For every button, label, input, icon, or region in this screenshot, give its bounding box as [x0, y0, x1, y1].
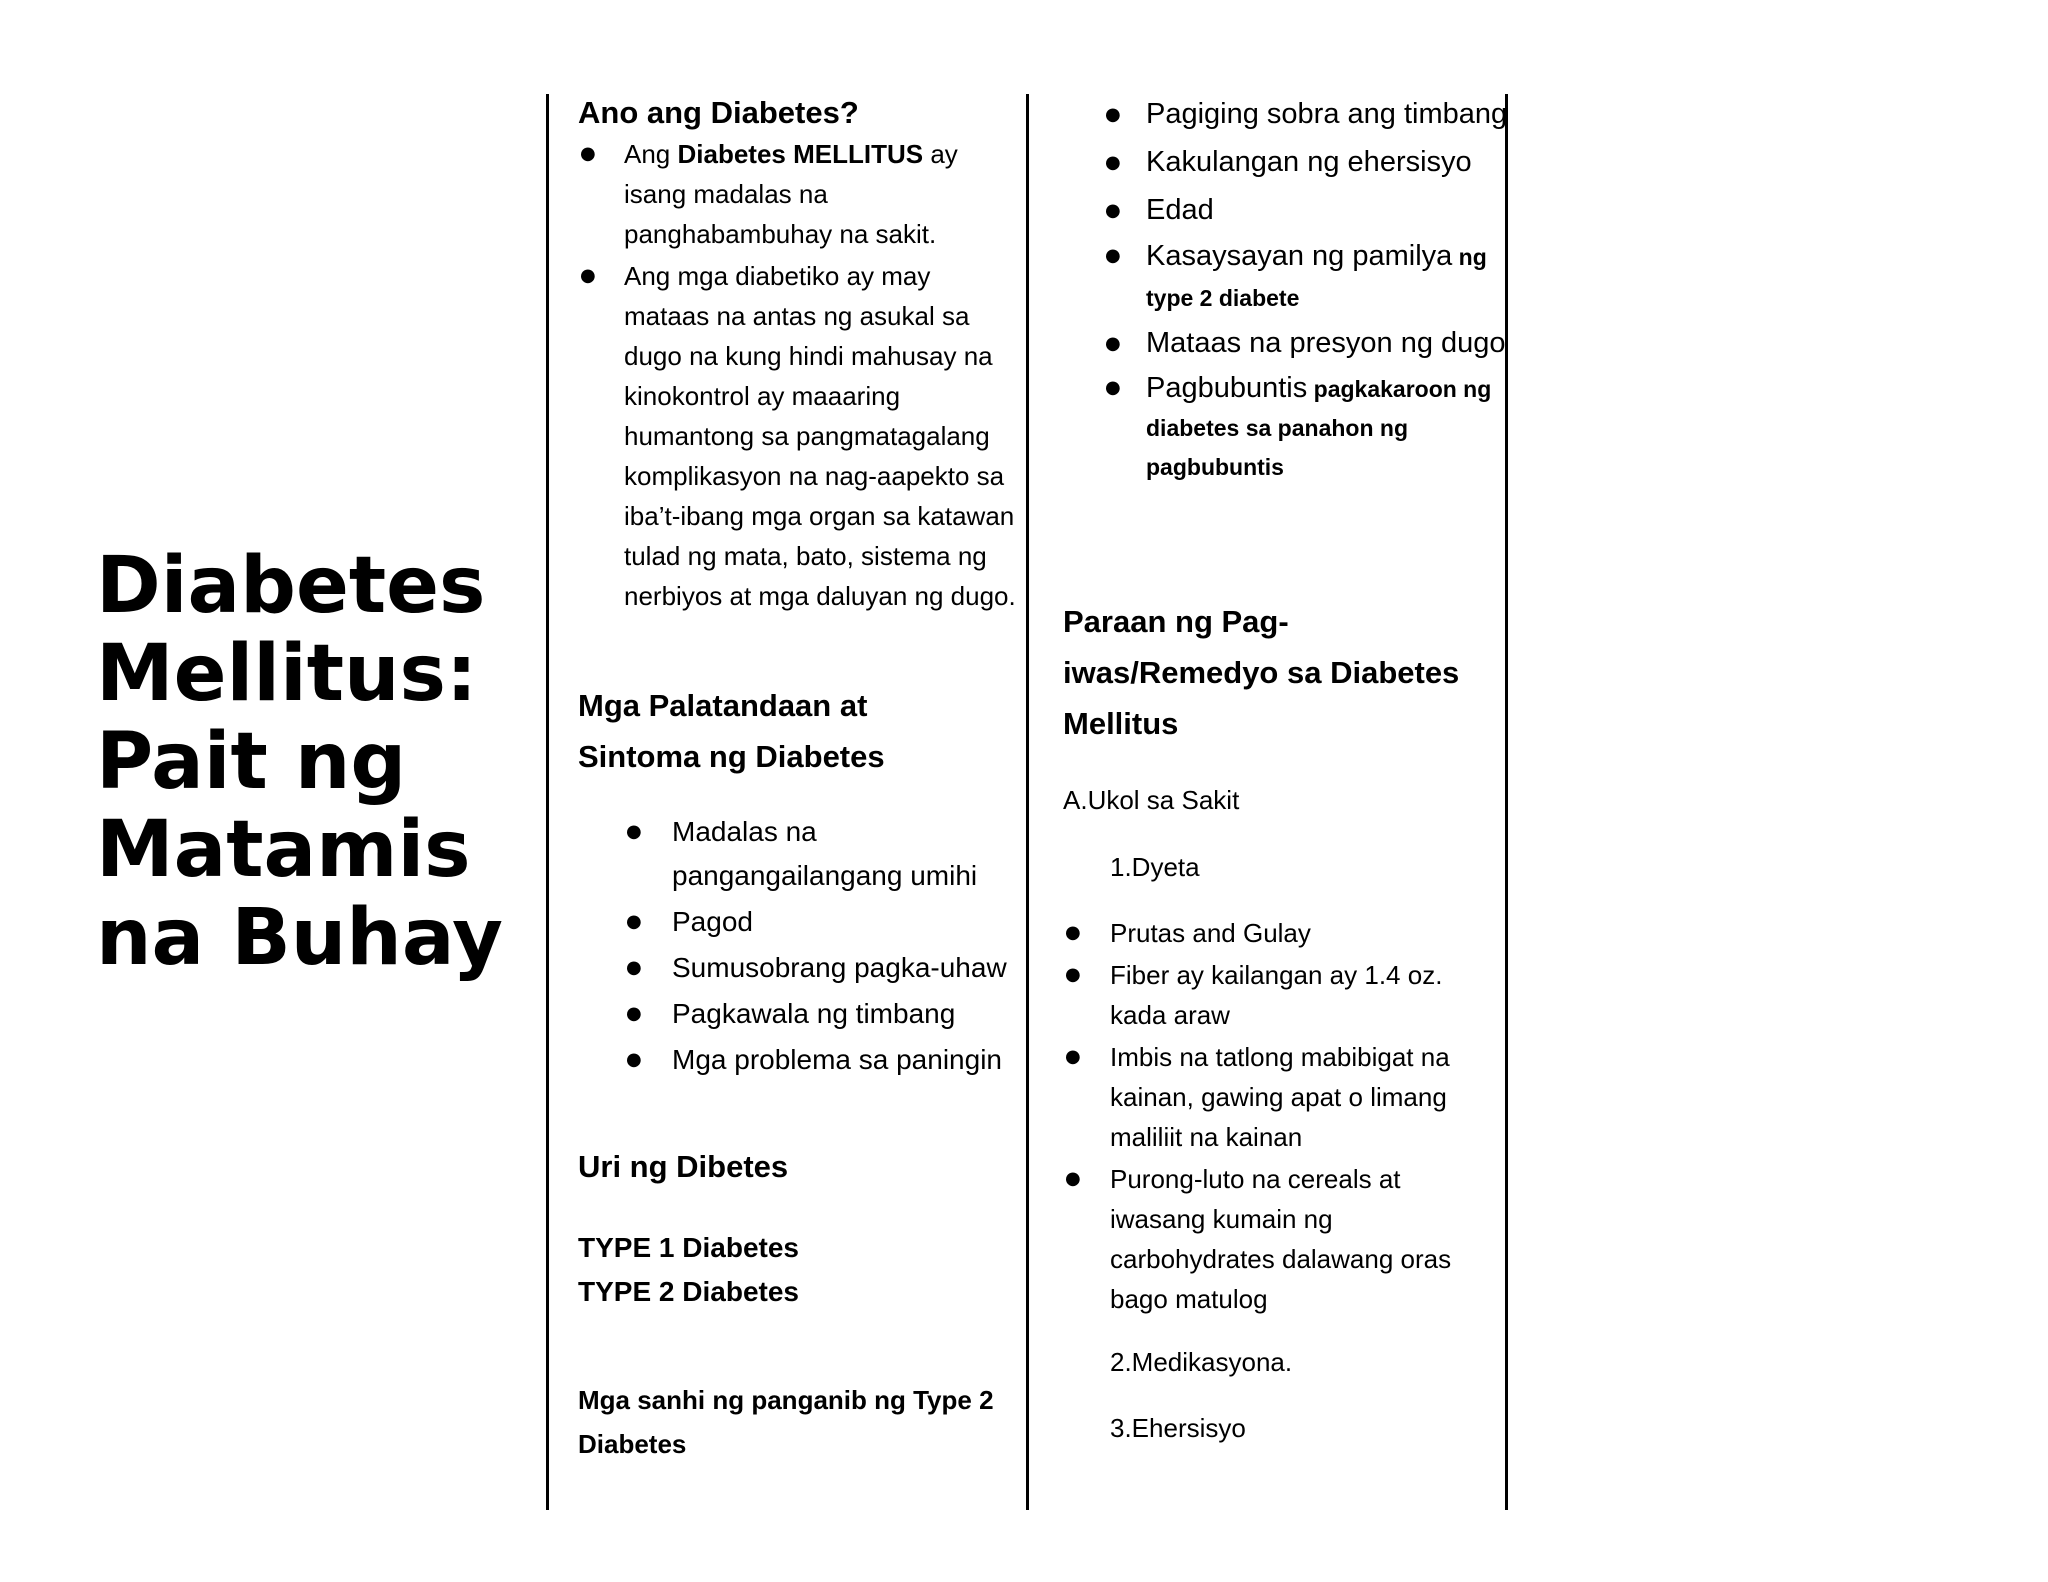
list-item — [1063, 369, 1523, 486]
list-item — [1063, 1159, 1483, 1319]
heading-what-is-diabetes: Ano ang Diabetes? — [578, 95, 859, 130]
item-text: Mga problema sa paningin — [672, 1044, 1002, 1075]
item-bold-text: Diabetes MELLITUS — [677, 139, 924, 169]
what-is-diabetes-list — [578, 134, 1018, 616]
item-text: Sumusobrang pagka-uhaw — [672, 952, 1007, 983]
item-text: Edad — [1146, 194, 1214, 226]
bullet-icon: ● — [1105, 104, 1121, 125]
bullet-icon: ● — [1105, 200, 1121, 221]
item-bold-text: ng type 2 diabete — [1146, 244, 1487, 311]
heading-prevention: Paraan ng Pag-iwas/Remedyo sa Diabetes Mellitus — [1063, 604, 1460, 741]
list-item — [578, 134, 1018, 254]
item-text: Kakulangan ng ehersisyo — [1146, 146, 1472, 178]
item-text: Imbis na tatlong mabibigat na kainan, gawing apat o limang maliliit na kainan — [1110, 1042, 1450, 1152]
column-divider-2 — [1026, 94, 1029, 1510]
item-text: ay isang madalas na panghabambuhay na sakit. — [624, 139, 958, 249]
list-item — [578, 256, 1018, 616]
item-text: Ang — [624, 139, 678, 169]
bullet-icon: ● — [1065, 1046, 1081, 1067]
bullet-icon: ● — [626, 957, 642, 978]
list-item — [1063, 321, 1523, 366]
item-text: Madalas na pangangailangang umihi — [672, 816, 978, 891]
list-item — [1063, 188, 1523, 233]
list-item — [1063, 92, 1523, 137]
item-text: Fiber ay kailangan ay 1.4 oz. kada araw — [1110, 960, 1443, 1030]
type-1-label: TYPE 1 Diabetes — [578, 1232, 799, 1263]
risk-factors-heading: Mga sanhi ng panganib ng Type 2 Diabetes — [578, 1385, 994, 1459]
bullet-icon: ● — [580, 265, 596, 286]
item-text: Pagkawala ng timbang — [672, 998, 956, 1029]
heading-types: Uri ng Dibetes — [578, 1149, 789, 1184]
bullet-icon: ● — [626, 1003, 642, 1024]
column-divider-1 — [546, 94, 549, 1510]
list-item — [1063, 913, 1483, 953]
medication-label: 2.Medikasyona. — [1110, 1347, 1293, 1377]
bullet-icon: ● — [1105, 245, 1121, 266]
item-text: Prutas and Gulay — [1110, 918, 1311, 948]
item-text: Ang mga diabetiko ay may mataas na antas ng asukal sa dugo na kung hindi mahusay na kinokontrol ay maaaring humantong sa pangmatagalang komplikasyon na nag-aapekto sa iba’t-ibang mga organ sa katawan tulad ng mata, bato, sistema ng nerbiyos at mga daluyan ng dugo. — [624, 261, 1016, 611]
list-item — [578, 900, 1018, 944]
list-item — [1063, 1037, 1483, 1157]
list-item — [578, 810, 1018, 898]
title-line: Pait ng — [96, 717, 407, 807]
list-item — [1063, 140, 1523, 185]
bullet-icon: ● — [626, 821, 642, 842]
signs-list — [578, 810, 1018, 1082]
title-line: na Buhay — [96, 893, 503, 983]
title-line: Diabetes — [96, 541, 486, 631]
title-line: Matamis — [96, 805, 471, 895]
bullet-icon: ● — [626, 911, 642, 932]
exercise-label: 3.Ehersisyo — [1110, 1413, 1246, 1443]
bullet-icon: ● — [1105, 333, 1121, 354]
list-item — [1063, 955, 1483, 1035]
bullet-icon: ● — [1065, 922, 1081, 943]
list-item — [578, 992, 1018, 1036]
item-text: Pagiging sobra ang timbang — [1146, 98, 1508, 130]
bullet-icon: ● — [626, 1049, 642, 1070]
bullet-icon: ● — [1105, 152, 1121, 173]
item-bold-text: pagkakaroon ng diabetes sa panahon ng pagbubuntis — [1146, 376, 1492, 480]
section-a-label: A.Ukol sa Sakit — [1063, 785, 1240, 815]
diet-list — [1063, 913, 1483, 1319]
heading-signs-symptoms: Mga Palatandaan at Sintoma ng Diabetes — [578, 688, 885, 774]
risk-factors-list — [1063, 92, 1523, 486]
item-text: Mataas na presyon ng dugo — [1146, 327, 1506, 359]
bullet-icon: ● — [1065, 1168, 1081, 1189]
list-item — [578, 946, 1018, 990]
item-text: Kasaysayan ng pamilya — [1146, 240, 1453, 272]
list-item — [578, 1038, 1018, 1082]
list-item — [1063, 236, 1523, 318]
bullet-icon: ● — [1065, 964, 1081, 985]
bullet-icon: ● — [1105, 377, 1121, 398]
brochure-title — [96, 542, 536, 982]
title-line: Mellitus: — [96, 629, 478, 719]
item-text: Pagod — [672, 906, 753, 937]
item-text: Pagbubuntis — [1146, 372, 1308, 404]
type-2-label: TYPE 2 Diabetes — [578, 1276, 799, 1307]
bullet-icon: ● — [580, 143, 596, 164]
diet-label: 1.Dyeta — [1110, 852, 1200, 882]
item-text: Purong-luto na cereals at iwasang kumain ng carbohydrates dalawang oras bago matulog — [1110, 1164, 1452, 1314]
